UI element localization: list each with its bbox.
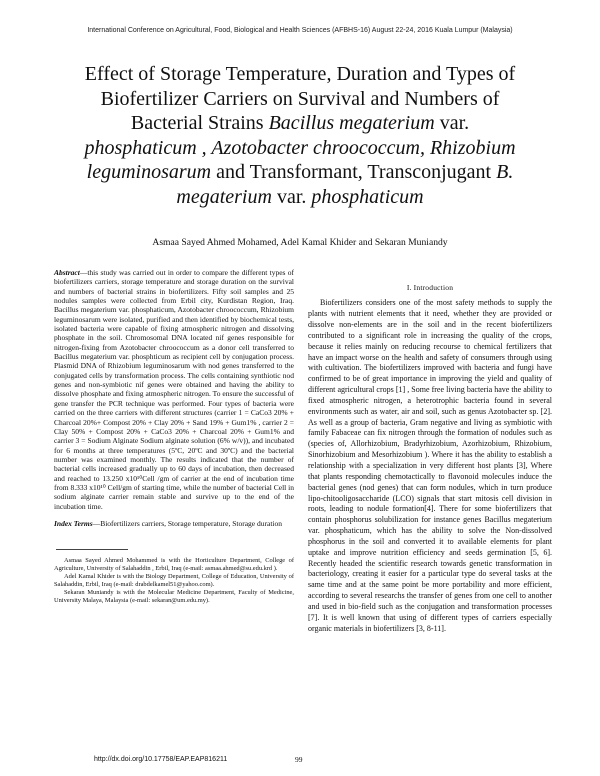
footnote-divider (56, 549, 128, 550)
author-list: Asmaa Sayed Ahmed Mohamed, Adel Kamal Khider and Sekaran Muniandy (152, 237, 448, 248)
doi-link[interactable]: http://dx.doi.org/10.17758/EAP.EAP816211 (94, 756, 228, 763)
left-column (54, 268, 294, 528)
abstract-text: —this study was carried out in order to compare the different types of biofertilizers carriers, storage temperature and storage duration on the survival and numbers of bacterial strains in biofertilizers. Fifty soil samples and 25 nodules samples were collected from Erbil city, Kurdistan Region, Iraq. Bacillus megaterium var. phosphaticum, Azotobacter chroococcum, Rhizobium leguminosarum were isolated, purified and then identified by biochemical tests, isolated bacteria were capable of fixing atmospheric nitrogen and dissolving phosphate in the soil. Chromosomal DNA located nif genes responsible for nitrogen-fixing from Azotobacter chroococcum as a donor cell transferred to Bacillus megaterium var. phosphticum as recipient cell by conjugation process. Plasmid DNA of Rhizobium leguminosarum with nod genes transferred to the conjugated cells by transformation process. The cells containing synthiotic nod genes and non-symbiotic nif genes were obtained and having the ability to dissolve phosphate and fixing atmospheric nitrogen. To ensure the successful of gene transfer the PCR technique was performed. Four types of bacteria were carried on the three carriers with different structures (carrier 1 = CaCo3 20% + Charcoal 20%+ Compost 20% + Clay 20% + Sand 19% + Gum1% , carrier 2 = Clay 50% + Compost 20% + CaCo3 20% + Charcoal 20% + Gum1% and carrier 3 = Sodium Alginate Sodium alginate solution (6% w/v)), and incubated for 6 months at three temperatures (5ºC, 20ºC and 30ºC) and the bacterial number was examined monthly. The results indicated that the number of bacterial cells increased gradually up to 60 days of incubation, then decreased and reached to 13.250 x10¹⁰Cell /gm of carrier at the end of incubation time from 8.333 x10¹⁰ Cell/gm of starting time, while the number of bacterial Cell in sodium alginate carrier remain stable and survive up to the end of the incubation time. (54, 268, 294, 511)
title-line: leguminosarum and Transformant, Transconjugant B. (86, 161, 514, 183)
title-line: Biofertilizer Carriers on Survival and Numbers of (100, 87, 500, 110)
paper-title (36, 62, 564, 209)
footnote: Asmaa Sayed Ahmed Mohammed is with the Horticulture Department, College of Agriculture, University of Salahaddin , Erbil, Iraq (e-mail: asmaa.ahmed@su.edu.krd ). (54, 557, 294, 572)
footnote: Sekaran Muniandy is with the Molecular Medicine Department, Faculty of Medicine, University Malaya, Malaysia (e-mail: sekaran@um.edu.my). (54, 589, 294, 604)
index-terms-text: —Biofertilizers carriers, Storage temperature, Storage duration (92, 518, 282, 528)
index-terms-label: Index Terms (54, 518, 93, 528)
page-number: 99 (295, 755, 303, 764)
section-body: Biofertilizers considers one of the most safety methods to supply the plants with nutrient elements that it need, whether they are provided or dissolve non-elements are in the soil and in the recent biofertilizers contributed to a significant role in increasing the quality of the crops, because it relies mainly on reducing recourse to chemical fertilizers that have an impact worse on the health and safety of consumers through using with cultivation. The biofertilizers improved with bacteria and fungi have confirmed to be of great importance in improving the yield and quality of different agricultural crops [1] , Some free living bacteria have the ability to fixed atmospheric nitrogen, a heterotrophic bacteria found in several environments such as water, air and soil, such as genus Azotobacter sp. [2]. As well as a group of bacteria, Gram negative and living as symbiotic with family Fabaceae can fix nitrogen through the formation of nodules such as (species of, Allorhizobium, Bradyrhizobium, Azorhizobium, Rhizobium, Sinorhizobium and Mesorhizobium ). Where it has the ability to establish a relationship with a specialization in very different host plants [3], Where that plants responding chemotactically to flavonoid molecules induce the bacterial genes (nod genes) that can form nodules, which in turn produce lipo-chitooligosaccharide (LCO) signals that start mitosis cell division in roots, leading to nodule formation[4]. There for some biofertilizers that contain phosphorus solubilization for instance genes Bacillus megaterium var. phosphaticum, which has the ability to solve the Non-dissolved phosphorus in the soil and converted it to available elements for plant uptake and improve nutrition efficiency and seeds germination [5, 6]. Recently headed the scientific research towards genetic transformation in bacteriology, creating it easier for a particular type do several tasks at the same time and at the same point be more portability and more efficient, according to several researchs the transfer of genes from one cell to another and used in bio-field such as the conjugation and transformation processes [7]. It is well known that using of different types of carriers especially organic materials in biofertilizers [3, 8-11]. (308, 298, 552, 633)
right-column (308, 283, 552, 635)
title-line: Bacterial Strains Bacillus megaterium var. (130, 112, 470, 134)
author-footnotes (54, 557, 294, 605)
index-terms (54, 519, 294, 528)
title-line: Effect of Storage Temperature, Duration and Types of (84, 63, 516, 85)
abstract (54, 268, 294, 511)
footnote: Adel Kamal Khider is with the Biology Department, College of Education, University of Salahaddin, Erbil, Iraq (e-mail: drabdelkamel51@yahoo.com). (54, 573, 294, 588)
section-heading: I. Introduction (406, 283, 454, 292)
running-header: International Conference on Agricultural, Food, Biological and Health Sciences (AFBHS-16) August 22-24, 2016 Kuala Lumpur (Malaysia) (87, 27, 513, 34)
title-line: megaterium var. phosphaticum (176, 185, 424, 208)
abstract-label: Abstract (54, 268, 80, 277)
title-line: phosphaticum , Azotobacter chroococcum, Rhizobium (84, 136, 516, 159)
